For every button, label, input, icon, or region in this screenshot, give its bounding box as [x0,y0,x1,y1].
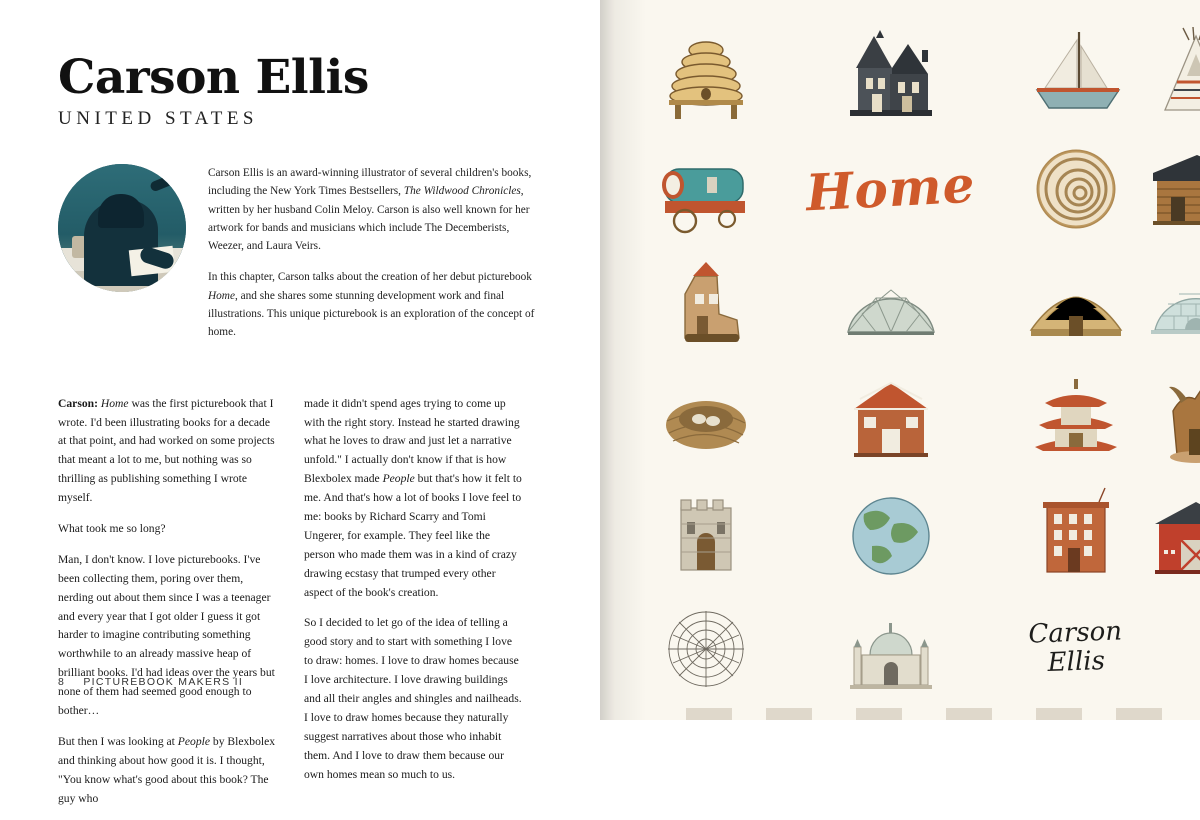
column-right [304,395,522,820]
log-cabin-illustration [1136,135,1200,243]
apartment-building-illustration [1016,480,1136,588]
sailboat-illustration [1016,20,1136,128]
mosque-illustration [831,595,951,703]
home-wordmark-text: Home [804,154,978,223]
intro-paragraph-2: In this chapter, Carson talks about the creation of her debut picturebook Home, and she shares some stunning development work and final illustrations. This unique picturebook is an exploration of the concept of home. [208,271,535,339]
stone-tower-illustration [646,480,766,588]
intro-text [208,164,542,355]
avatar [58,164,186,292]
page-title: Carson Ellis [58,50,369,105]
tree-stump-illustration [1136,365,1200,473]
paragraph: What took me so long? [58,521,166,535]
paragraph: So I decided to let go of the idea of telling a good story and to start with something I love to draw: homes. I love to draw homes because I love architecture. I love drawing buildings and all their angles and shingles and nailheads. I love to draw homes because they naturally suggest narratives about those who inhabit them. And I love to draw them because our own homes mean so much to us. [304,616,522,781]
folio [58,676,243,688]
page-bleed-strip [646,706,1194,720]
beehive-skep-illustration [646,20,766,128]
intro-section [58,164,542,355]
illustration-grid [646,16,1194,706]
carson-ellis-wordmark-text [1028,618,1124,679]
thatched-hut-illustration [1016,250,1136,358]
page-number: 8 [58,676,66,688]
geodesic-dome-illustration [831,250,951,358]
globe-earth-illustration [831,480,951,588]
column-left [58,395,276,820]
paragraph: made it didn't spend ages trying to come up with the right story. Instead he started drawing what he loves to draw and just let a narrative unfold." I actually don't know if that is how Blexbolex made People but that's how it felt to me. And that's how a lot of books I love feel to me: books by Richard Scarry and Tomi Ungerer, for example. They feel like the person who made them was in a kind of crazy drawing ecstasy that trumped every other aspect of the book's creation. [304,396,522,599]
page-gutter-shadow [600,0,646,720]
igloo-illustration [1136,250,1200,358]
home-wordmark [766,135,1016,243]
pagoda-illustration [1016,365,1136,473]
spider-web-illustration [646,595,766,703]
carson-ellis-wordmark [1016,595,1136,703]
boot-house-illustration [646,250,766,358]
victorian-house-illustration [831,20,951,128]
running-head: PICTUREBOOK MAKERS II [83,676,244,688]
paragraph: But then I was looking at People by Blexbolex and thinking about how good it is. I thought, "You know what's good about this book? The guy who [58,734,276,805]
intro-paragraph-1: Carson Ellis is an award-winning illustrator of several children's books, including the New York Times Bestsellers, The Wildwood Chronicles, written by her husband Colin Meloy. Carson is also well known for her artwork for bands and musicians which include The Decemberists, Weezer, and Laura Veirs. [208,166,532,253]
left-page [0,0,600,805]
gypsy-wagon-illustration [646,135,766,243]
tipi-illustration [1136,20,1200,128]
page-subtitle: UNITED STATES [58,107,258,129]
birds-nest-illustration [646,365,766,473]
wordmark-line-2: Ellis [1047,646,1106,679]
red-barn-illustration [1136,480,1200,588]
snail-shell-illustration [1016,135,1136,243]
gingerbread-house-illustration [831,365,951,473]
right-page [600,0,1200,720]
paragraph: Carson: Home was the first picturebook that I wrote. I'd been illustrating books for a decade at that point, and had worked on some projects that meant a lot to me, but nothing was so thrilling as publishing something I wrote myself. [58,396,275,505]
paragraph: Man, I don't know. I love picturebooks. I've been collecting them, poring over them, nerding out about them since I was a teenager and every year that I got older I guess it got harder to imagine contributing something worthwhile to an already massive heap of brilliant books. I'd had ideas over the years but none of them had seemed good enough to bother… [58,552,275,717]
wordmark-line-1: Carson [1028,616,1123,651]
body-columns [58,395,542,820]
